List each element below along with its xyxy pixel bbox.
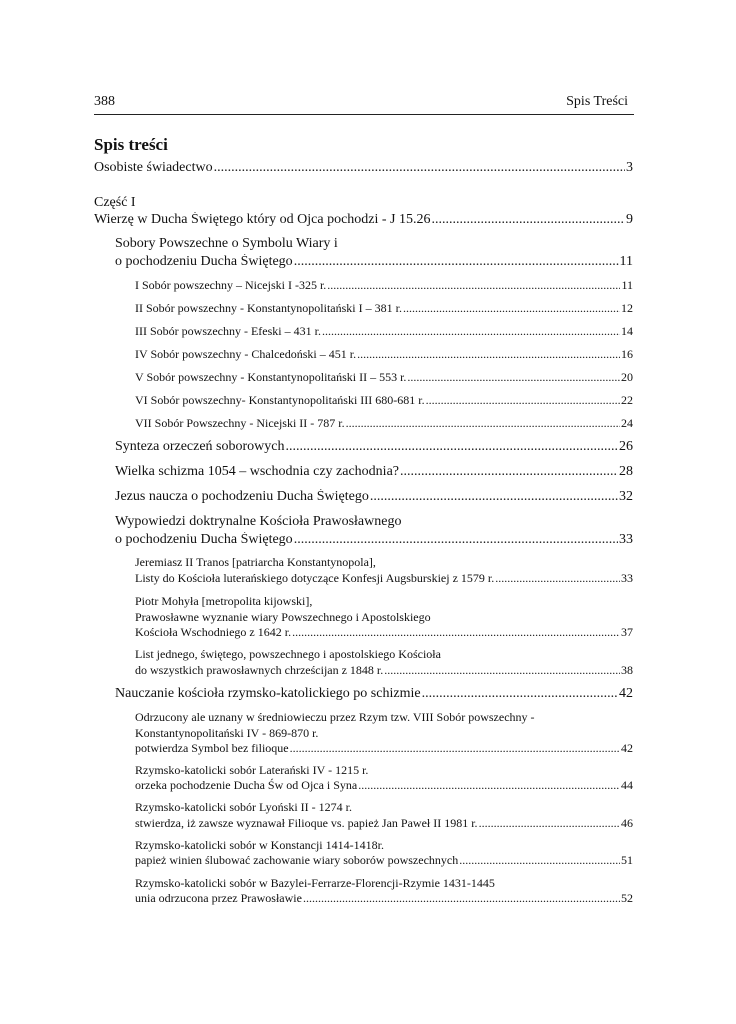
toc-entry[interactable]: [135, 278, 633, 293]
dot-leader: [357, 347, 620, 362]
running-header: [94, 94, 634, 115]
toc-entry-line: Rzymsko-katolicki sobór w Konstancji 1414-1418r.: [135, 838, 384, 852]
toc-entry-page: 52: [621, 891, 633, 905]
toc-entry-line: Odrzucony ale uznany w średniowieczu przez Rzym tzw. VIII Sobór powszechny -: [135, 710, 535, 724]
toc-entry-text: IV Sobór powszechny - Chalcedoński – 451 r.: [135, 347, 357, 361]
dot-leader: [426, 393, 620, 408]
dot-leader: [384, 663, 620, 678]
running-title: Spis Treści: [566, 94, 628, 109]
toc-entry-page: 33: [619, 532, 633, 547]
toc-entry[interactable]: [115, 489, 633, 505]
toc-entry[interactable]: [135, 853, 633, 868]
toc-entry[interactable]: [115, 439, 633, 455]
toc-entry-page: 11: [619, 254, 633, 269]
toc-entry-text: Kościoła Wschodniego z 1642 r.: [135, 625, 292, 639]
toc-entry[interactable]: [115, 464, 633, 480]
toc-entry-page: 22: [621, 393, 633, 407]
dot-leader: [370, 489, 618, 505]
dot-leader: [303, 891, 620, 906]
toc-entry-page: 24: [621, 416, 633, 430]
dot-leader: [294, 532, 618, 548]
toc-entry-text: o pochodzeniu Ducha Świętego: [115, 532, 293, 547]
toc-entry-page: 28: [619, 464, 633, 479]
dot-leader: [403, 301, 620, 316]
dot-leader: [327, 278, 620, 293]
toc-entry-page: 32: [619, 489, 633, 504]
toc-entry[interactable]: [94, 160, 633, 176]
toc-entry[interactable]: [135, 625, 633, 640]
toc-entry[interactable]: [135, 816, 633, 831]
toc-entry-page: 42: [621, 741, 633, 755]
dot-leader: [346, 416, 620, 431]
toc-entry[interactable]: [135, 347, 633, 362]
dot-leader: [358, 778, 620, 793]
toc-entry-text: VI Sobór powszechny- Konstantynopolitański III 680-681 r.: [135, 393, 425, 407]
toc-entry-page: 38: [621, 663, 633, 677]
toc-entry[interactable]: [135, 301, 633, 316]
dot-leader: [290, 741, 620, 756]
toc-entry-text: III Sobór powszechny - Efeski – 431 r.: [135, 324, 321, 338]
toc-entry-page: 51: [621, 853, 633, 867]
toc-entry-text: orzeka pochodzenie Ducha Św od Ojca i Syna: [135, 778, 358, 792]
toc-entry-text: Listy do Kościoła luterańskiego dotyczące Konfesji Augsburskiej z 1579 r.: [135, 571, 495, 585]
toc-entry-page: 20: [621, 370, 633, 384]
toc-entry-page: 46: [621, 816, 633, 830]
dot-leader: [214, 160, 625, 176]
dot-leader: [322, 324, 620, 339]
dot-leader: [479, 816, 620, 831]
toc-entry-line: Rzymsko-katolicki sobór w Bazylei-Ferrarze-Florencji-Rzymie 1431-1445: [135, 876, 495, 890]
toc-entry-line: Wypowiedzi doktrynalne Kościoła Prawosławnego: [115, 514, 402, 529]
toc-entry-page: 26: [619, 439, 633, 454]
dot-leader: [407, 370, 620, 385]
toc-entry-text: stwierdza, iż zawsze wyznawał Filioque vs. papież Jan Paweł II 1981 r.: [135, 816, 478, 830]
dot-leader: [459, 853, 620, 868]
toc-entry-line: Piotr Mohyła [metropolita kijowski],: [135, 594, 313, 608]
toc-entry-line: Konstantynopolitański IV - 869-870 r.: [135, 726, 319, 740]
toc-entry-page: 11: [621, 278, 633, 292]
toc-entry[interactable]: [135, 370, 633, 385]
toc-entry-text: VII Sobór Powszechny - Nicejski II - 787 r.: [135, 416, 345, 430]
toc-entry-text: I Sobór powszechny – Nicejski I -325 r.: [135, 278, 327, 292]
toc-entry-text: papież winien ślubować zachowanie wiary soborów powszechnych: [135, 853, 459, 867]
part-label: Część I: [94, 195, 136, 210]
page-number: 388: [94, 94, 115, 109]
dot-leader: [432, 212, 625, 228]
dot-leader: [292, 625, 620, 640]
toc-entry-page: 33: [621, 571, 633, 585]
toc-entry[interactable]: [94, 212, 633, 228]
toc-entry[interactable]: [135, 393, 633, 408]
toc-entry-text: Nauczanie kościoła rzymsko-katolickiego po schizmie: [115, 686, 421, 701]
toc-entry-line: Sobory Powszechne o Symbolu Wiary i: [115, 236, 338, 251]
toc-entry-page: 16: [621, 347, 633, 361]
toc-entry[interactable]: [135, 416, 633, 431]
toc-entry-text: Wielka schizma 1054 – wschodnia czy zachodnia?: [115, 464, 399, 479]
toc-entry-text: do wszystkich prawosławnych chrześcijan z 1848 r.: [135, 663, 384, 677]
toc-entry-text: potwierdza Symbol bez filioque: [135, 741, 289, 755]
toc-entry-text: Synteza orzeczeń soborowych: [115, 439, 285, 454]
dot-leader: [285, 439, 618, 455]
dot-leader: [400, 464, 618, 480]
toc-entry[interactable]: [115, 254, 633, 270]
toc-entry-line: Prawosławne wyznanie wiary Powszechnego i Apostolskiego: [135, 610, 431, 624]
toc-entry-line: Rzymsko-katolicki sobór Laterański IV - 1215 r.: [135, 763, 369, 777]
toc-entry[interactable]: [115, 532, 633, 548]
toc-entry-text: Osobiste świadectwo: [94, 160, 213, 175]
toc-entry-line: List jednego, świętego, powszechnego i apostolskiego Kościoła: [135, 647, 441, 661]
toc-entry-page: 12: [621, 301, 633, 315]
toc-entry[interactable]: [135, 891, 633, 906]
toc-entry-text: II Sobór powszechny - Konstantynopolitański I – 381 r.: [135, 301, 402, 315]
toc-entry-page: 14: [621, 324, 633, 338]
dot-leader: [294, 254, 619, 270]
toc-entry[interactable]: [135, 324, 633, 339]
toc-entry-text: Wierzę w Ducha Świętego który od Ojca pochodzi - J 15.26: [94, 212, 431, 227]
toc-title: Spis treści: [94, 135, 168, 154]
toc-entry-line: Jeremiasz II Tranos [patriarcha Konstantynopola],: [135, 555, 376, 569]
toc-entry-text: o pochodzeniu Ducha Świętego: [115, 254, 293, 269]
toc-entry-page: 44: [621, 778, 633, 792]
toc-entry-page: 3: [626, 160, 633, 175]
toc-entry[interactable]: [135, 741, 633, 756]
toc-entry[interactable]: [135, 663, 633, 678]
toc-entry-page: 37: [621, 625, 633, 639]
toc-entry-page: 42: [619, 686, 633, 701]
toc-entry[interactable]: [135, 778, 633, 793]
toc-entry-line: Rzymsko-katolicki sobór Lyoński II - 1274 r.: [135, 800, 352, 814]
toc-entry[interactable]: [135, 571, 633, 586]
toc-entry-text: V Sobór powszechny - Konstantynopolitański II – 553 r.: [135, 370, 407, 384]
toc-entry-text: Jezus naucza o pochodzeniu Ducha Świętego: [115, 489, 369, 504]
toc-entry-text: unia odrzucona przez Prawosławie: [135, 891, 302, 905]
toc-entry[interactable]: [115, 686, 633, 702]
dot-leader: [495, 571, 620, 586]
dot-leader: [422, 686, 618, 702]
toc-entry-page: 9: [626, 212, 633, 227]
